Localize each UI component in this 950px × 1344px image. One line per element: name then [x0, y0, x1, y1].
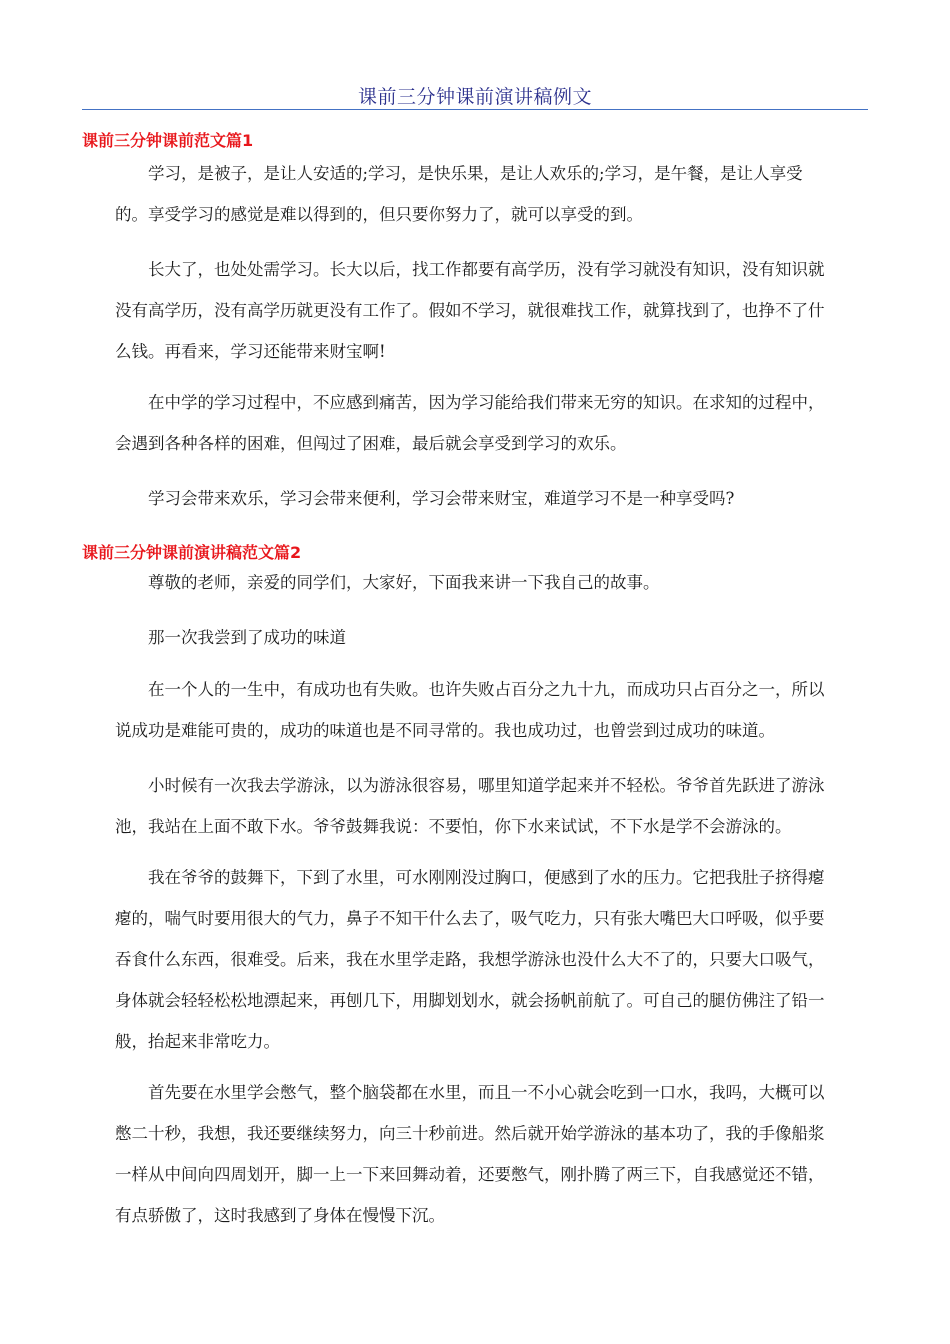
paragraph-line: 身体就会轻轻松松地漂起来，再刨几下，用脚划划水，就会扬帆前航了。可自己的腿仿佛注了铅一	[115, 991, 825, 1010]
paragraph-line: 池，我站在上面不敢下水。爷爷鼓舞我说：不要怕，你下水来试试，不下水是学不会游泳的。	[115, 817, 792, 836]
paragraph	[82, 857, 868, 1062]
paragraph-line: 会遇到各种各样的困难，但闯过了困难，最后就会享受到学习的欢乐。	[115, 434, 627, 453]
paragraph	[82, 153, 868, 235]
paragraph-line: 吞食什么东西，很难受。后来，我在水里学走路，我想学游泳也没什么大不了的，只要大口吸气，	[115, 950, 825, 969]
paragraph-line: 学习，是被子，是让人安适的;学习，是快乐果，是让人欢乐的;学习，是午餐，是让人享受	[148, 164, 803, 183]
paragraph-line: 首先要在水里学会憋气，整个脑袋都在水里，而且一不小心就会吃到一口水，我吗，大概可以	[148, 1083, 825, 1102]
section-heading-1: 课前三分钟课前范文篇1	[82, 131, 254, 150]
paragraph-line: 的。享受学习的感觉是难以得到的，但只要你努力了，就可以享受的到。	[115, 205, 643, 224]
paragraph	[82, 478, 868, 519]
paragraph	[82, 1072, 868, 1236]
title-underline	[82, 109, 868, 110]
paragraph-line: 般，抬起来非常吃力。	[115, 1032, 280, 1051]
paragraph-line: 那一次我尝到了成功的味道	[148, 628, 346, 647]
paragraph-line: 学习会带来欢乐，学习会带来便利，学习会带来财宝，难道学习不是一种享受吗?	[148, 489, 735, 508]
paragraph-line: 一样从中间向四周划开，脚一上一下来回舞动着，还要憋气，刚扑腾了两三下，自我感觉还不错，	[115, 1165, 825, 1184]
paragraph-line: 有点骄傲了，这时我感到了身体在慢慢下沉。	[115, 1206, 445, 1225]
paragraph-line: 憋二十秒，我想，我还要继续努力，向三十秒前进。然后就开始学游泳的基本功了，我的手像船浆	[115, 1124, 825, 1143]
paragraph-line: 说成功是难能可贵的，成功的味道也是不同寻常的。我也成功过，也曾尝到过成功的味道。	[115, 721, 775, 740]
paragraph-line: 瘪的，喘气时要用很大的气力，鼻子不知干什么去了，吸气吃力，只有张大嘴巴大口呼吸，似乎要	[115, 909, 825, 928]
paragraph-line: 长大了，也处处需学习。长大以后，找工作都要有高学历，没有学习就没有知识，没有知识就	[148, 260, 825, 279]
paragraph-line: 在一个人的一生中，有成功也有失败。也许失败占百分之九十九，而成功只占百分之一，所以	[148, 680, 825, 699]
section-heading-2: 课前三分钟课前演讲稿范文篇2	[82, 543, 302, 562]
document-title: 课前三分钟课前演讲稿例文	[357, 86, 592, 108]
paragraph	[82, 765, 868, 847]
paragraph	[82, 617, 868, 658]
paragraph-line: 么钱。再看来，学习还能带来财宝啊!	[115, 342, 386, 361]
paragraph	[82, 669, 868, 751]
paragraph	[82, 382, 868, 464]
paragraph-line: 尊敬的老师，亲爱的同学们，大家好，下面我来讲一下我自己的故事。	[148, 573, 660, 592]
paragraph-line: 在中学的学习过程中，不应感到痛苦，因为学习能给我们带来无穷的知识。在求知的过程中，	[148, 393, 825, 412]
paragraph-line: 小时候有一次我去学游泳，以为游泳很容易，哪里知道学起来并不轻松。爷爷首先跃进了游泳	[148, 776, 825, 795]
paragraph-line: 我在爷爷的鼓舞下，下到了水里，可水刚刚没过胸口，便感到了水的压力。它把我肚子挤得瘪	[148, 868, 825, 887]
paragraph-line: 没有高学历，没有高学历就更没有工作了。假如不学习，就很难找工作，就算找到了，也挣不了什	[115, 301, 825, 320]
paragraph	[82, 562, 868, 603]
paragraph	[82, 249, 868, 372]
